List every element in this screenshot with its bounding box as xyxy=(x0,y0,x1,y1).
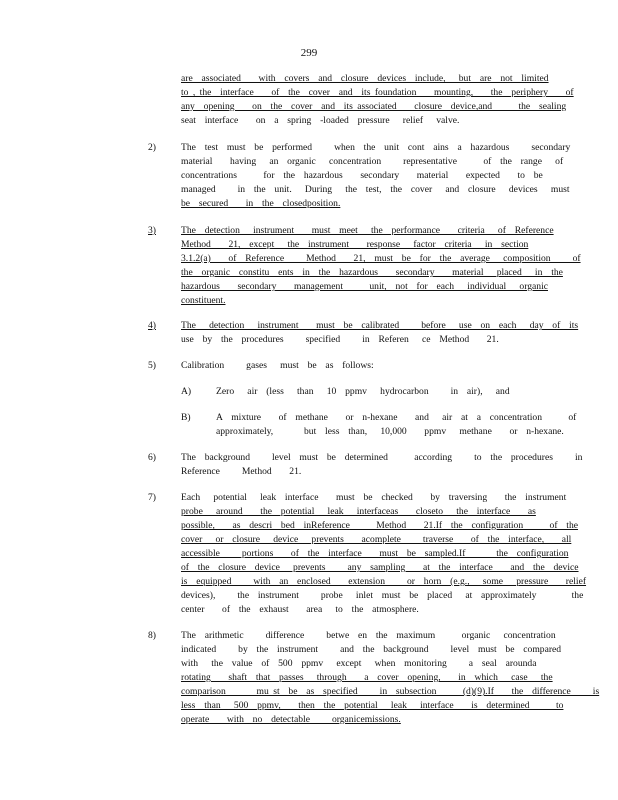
text-line: use by the procedures specified in Referen ce Method 21. xyxy=(181,334,499,345)
text-line: the organic constitu ents in the hazardous secondary material placed in the xyxy=(181,267,563,278)
item-number: 7) xyxy=(148,492,156,503)
text-line: The test must be performed when the unit cont ains a hazardous secondary xyxy=(181,142,571,153)
text-line: Method 21, except the instrument response factor criteria in section xyxy=(181,239,529,250)
text-line: comparison mu st be as specified in subsection (d)(9).If the difference is xyxy=(181,686,600,697)
text-line: be secured in the closedposition. xyxy=(181,198,341,209)
text-line: 3.1.2(a) of Reference Method 21, must be for the average composition of xyxy=(181,253,581,264)
text-line: Each potential leak interface must be checked by traversing the instrument xyxy=(181,492,567,503)
text-line: rotating shaft that passes through a cover opening, in which case the xyxy=(181,672,553,683)
text-line: center of the exhaust area to the atmosphere. xyxy=(181,604,419,615)
item-number: 2) xyxy=(148,142,156,153)
text-line: Zero air (less than 10 ppmv hydrocarbon in air), and xyxy=(216,386,510,397)
text-line: to , the interface of the cover and its foundation mounting, the periphery of xyxy=(181,87,574,98)
text-line: seat interface on a spring -loaded pressure relief valve. xyxy=(181,115,460,126)
text-line: accessible portions of the interface must be sampled.If the configuration xyxy=(181,548,569,559)
text-line: is equipped with an enclosed extension or horn (e.g., some pressure relief xyxy=(181,576,587,587)
text-line: material having an organic concentration representative of the range of xyxy=(181,156,564,167)
text-line: Calibration gases must be as follows: xyxy=(181,360,374,371)
item-number: 4) xyxy=(148,320,156,331)
text-line: concentrations for the hazardous secondary material expected to be xyxy=(181,170,543,181)
text-line: The detection instrument must be calibrated before use on each day of its xyxy=(181,320,579,331)
text-line: operate with no detectable organicemissions. xyxy=(181,714,401,725)
item-number: 6) xyxy=(148,452,156,463)
text-line: The background level must be determined according to the procedures in xyxy=(181,452,583,463)
subitem-letter: A) xyxy=(181,386,192,397)
text-line: approximately, but less than, 10,000 ppmv methane or n-hexane. xyxy=(216,426,564,437)
text-line: of the closure device prevents any sampling at the interface and the device xyxy=(181,562,579,573)
text-line: The detection instrument must meet the performance criteria of Reference xyxy=(181,225,554,236)
text-line: devices), the instrument probe inlet must be placed at approximately the xyxy=(181,590,584,601)
text-line: any opening on the cover and its associated closure device,and the sealing xyxy=(181,101,567,112)
text-line: Reference Method 21. xyxy=(181,466,302,477)
page-number: 299 xyxy=(300,47,318,59)
text-line: A mixture of methane or n-hexane and air at a concentration of xyxy=(216,412,577,423)
item-number: 3) xyxy=(148,225,156,236)
text-line: hazardous secondary management unit, not for each individual organic xyxy=(181,281,548,292)
text-line: cover or closure device prevents acomplete traverse of the interface, all xyxy=(181,534,572,545)
text-line: probe around the potential leak interfaceas closeto the interface as xyxy=(181,506,536,517)
text-line: The arithmetic difference betwe en the maximum organic concentration xyxy=(181,630,556,641)
text-line: possible, as descri bed inReference Method 21.If the configuration of the xyxy=(181,520,579,531)
text-line: indicated by the instrument and the background level must be compared xyxy=(181,644,562,655)
text-line: managed in the unit. During the test, the cover and closure devices must xyxy=(181,184,570,195)
text-line: with the value of 500 ppmv except when monitoring a seal arounda xyxy=(181,658,537,669)
subitem-letter: B) xyxy=(181,412,191,423)
text-line: are associated with covers and closure devices include, but are not limited xyxy=(181,73,549,84)
text-line: constituent. xyxy=(181,295,226,306)
item-number: 5) xyxy=(148,360,156,371)
text-line: less than 500 ppmv, then the potential leak interface is determined to xyxy=(181,700,564,711)
item-number: 8) xyxy=(148,630,156,641)
